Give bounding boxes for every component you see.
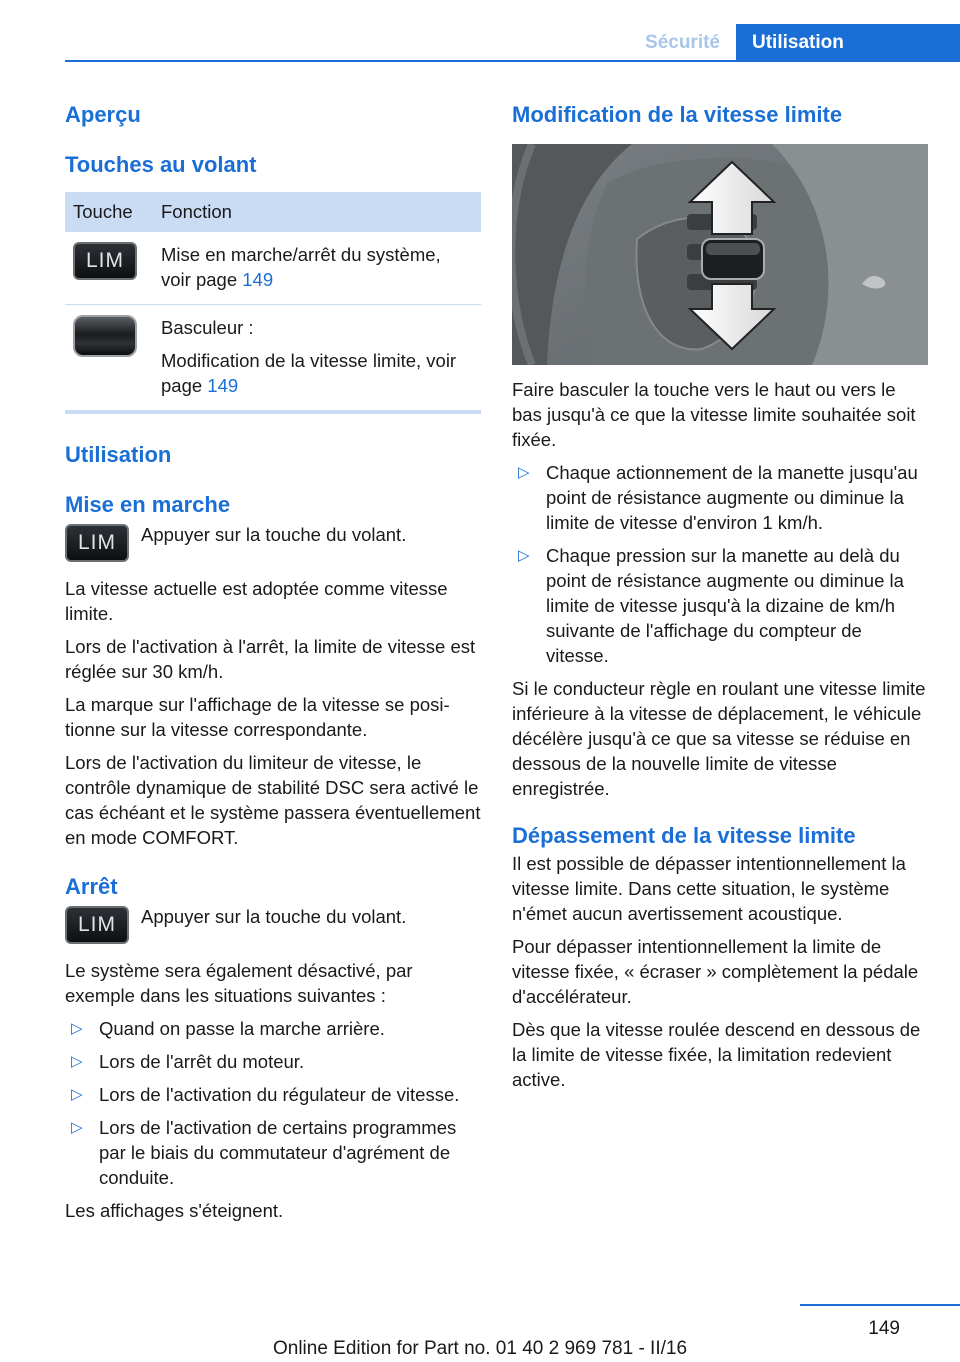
on-action-text: Appuyer sur la touche du volant.	[141, 524, 407, 545]
list-item: ▷ Chaque actionnement de la manette jusqu'au point de résistance augmente ou diminue la limite de vitesse d'environ 1 km/h.	[518, 462, 918, 533]
paragraph: Il est possible de dépasser intentionnellement la vitesse limite. Dans cette situation, le système n'émet aucun avertissement acoustique.	[512, 853, 906, 924]
subsection-title-touches: Touches au volant	[65, 152, 257, 177]
table-header-row	[65, 192, 481, 232]
table-row	[65, 305, 481, 413]
edition-footer: Online Edition for Part no. 01 40 2 969 781 - II/16	[272, 1338, 688, 1359]
triangle-bullet-icon: ▷	[71, 1020, 83, 1037]
section-title-apercu: Aperçu	[65, 102, 141, 127]
list-item: ▷ Chaque pression sur la manette au delà du point de résistance augmente ou diminue la limite de vitesse jusqu'à la dizaine de km/h suivante de l'affichage du compteur de vitesse.	[518, 545, 904, 666]
list-item: ▷ Lors de l'activation du régulateur de vitesse.	[71, 1084, 460, 1105]
row1-description: Mise en marche/arrêt du système, voir page	[161, 244, 441, 290]
paragraph: Lors de l'activation du limiteur de vitesse, le contrôle dynamique de stabilité DSC sera activé le cas échéant et le système passera éventuellement en mode COMFORT.	[65, 752, 481, 848]
table-row	[65, 232, 481, 305]
rocker-switch-icon	[73, 315, 137, 357]
triangle-bullet-icon: ▷	[71, 1119, 83, 1136]
right-column	[512, 100, 928, 1092]
paragraph: Si le conducteur règle en roulant une vitesse limite inférieure à la vitesse de déplacement, le véhicule décélère jusqu'à ce que sa vitesse se réduise en dessous de la nouvelle limite de vitesse enregistrée.	[512, 678, 926, 799]
keys-table	[65, 192, 481, 414]
section-title-modification: Modification de la vitesse limite	[512, 102, 843, 127]
table-header-key: Touche	[65, 192, 153, 232]
row2-description: Modification de la vitesse limite, voir page	[161, 350, 457, 396]
actions-list	[512, 460, 928, 668]
off-conditions-list	[65, 1016, 481, 1190]
row2-title: Basculeur :	[161, 317, 254, 338]
tab-utilisation[interactable]: Utilisation	[736, 24, 960, 62]
subsection-title-mise-en-marche: Mise en marche	[65, 492, 231, 517]
paragraph: Dès que la vitesse roulée descend en dessous de la limite de vitesse fixée, la limitation redevient active.	[512, 1019, 921, 1090]
triangle-bullet-icon: ▷	[518, 547, 530, 564]
triangle-bullet-icon: ▷	[518, 464, 530, 481]
page-link-149[interactable]: 149	[207, 375, 239, 396]
table-header-function: Fonction	[153, 192, 481, 232]
chapter-tabs	[629, 24, 960, 62]
tab-securite[interactable]: Sécurité	[645, 32, 720, 53]
lim-button-icon: LIM	[65, 524, 129, 562]
paragraph: Les affichages s'éteignent.	[65, 1200, 284, 1221]
off-action-text: Appuyer sur la touche du volant.	[141, 906, 407, 927]
paragraph: Le système sera également désactivé, par exemple dans les situations suivantes :	[65, 960, 413, 1006]
subsection-title-depassement: Dépassement de la vitesse limite	[512, 823, 856, 848]
paragraph: La marque sur l'affichage de la vitesse se positionne sur la vitesse correspondante.	[65, 694, 450, 740]
list-item: ▷ Lors de l'arrêt du moteur.	[71, 1051, 305, 1072]
subsection-title-arret: Arrêt	[65, 874, 118, 899]
header-rule	[65, 60, 960, 62]
triangle-bullet-icon: ▷	[71, 1086, 83, 1103]
paragraph: Faire basculer la touche vers le haut ou vers le bas jusqu'à ce que la vitesse limite souhaitée soit fixée.	[512, 379, 916, 450]
lim-button-icon: LIM	[65, 906, 129, 944]
page-link-149[interactable]: 149	[242, 269, 274, 290]
page-number: 149	[868, 1318, 900, 1339]
paragraph: Lors de l'activation à l'arrêt, la limite de vitesse est réglée sur 30 km/h.	[65, 636, 476, 682]
list-item: ▷ Lors de l'activation de certains programmes par le biais du commutateur d'agrément de conduite.	[71, 1117, 457, 1188]
steering-wheel-rocker-photo	[512, 144, 928, 365]
left-column	[65, 100, 481, 1223]
section-title-utilisation: Utilisation	[65, 442, 172, 467]
paragraph: Pour dépasser intentionnellement la limite de vitesse fixée, « écraser » complètement la pédale d'accélérateur.	[512, 936, 919, 1007]
list-item: ▷ Quand on passe la marche arrière.	[71, 1018, 385, 1039]
lim-button-icon: LIM	[73, 242, 137, 280]
paragraph: La vitesse actuelle est adoptée comme vitesse limite.	[65, 578, 448, 624]
triangle-bullet-icon: ▷	[71, 1053, 83, 1070]
footer-rule	[800, 1304, 960, 1306]
